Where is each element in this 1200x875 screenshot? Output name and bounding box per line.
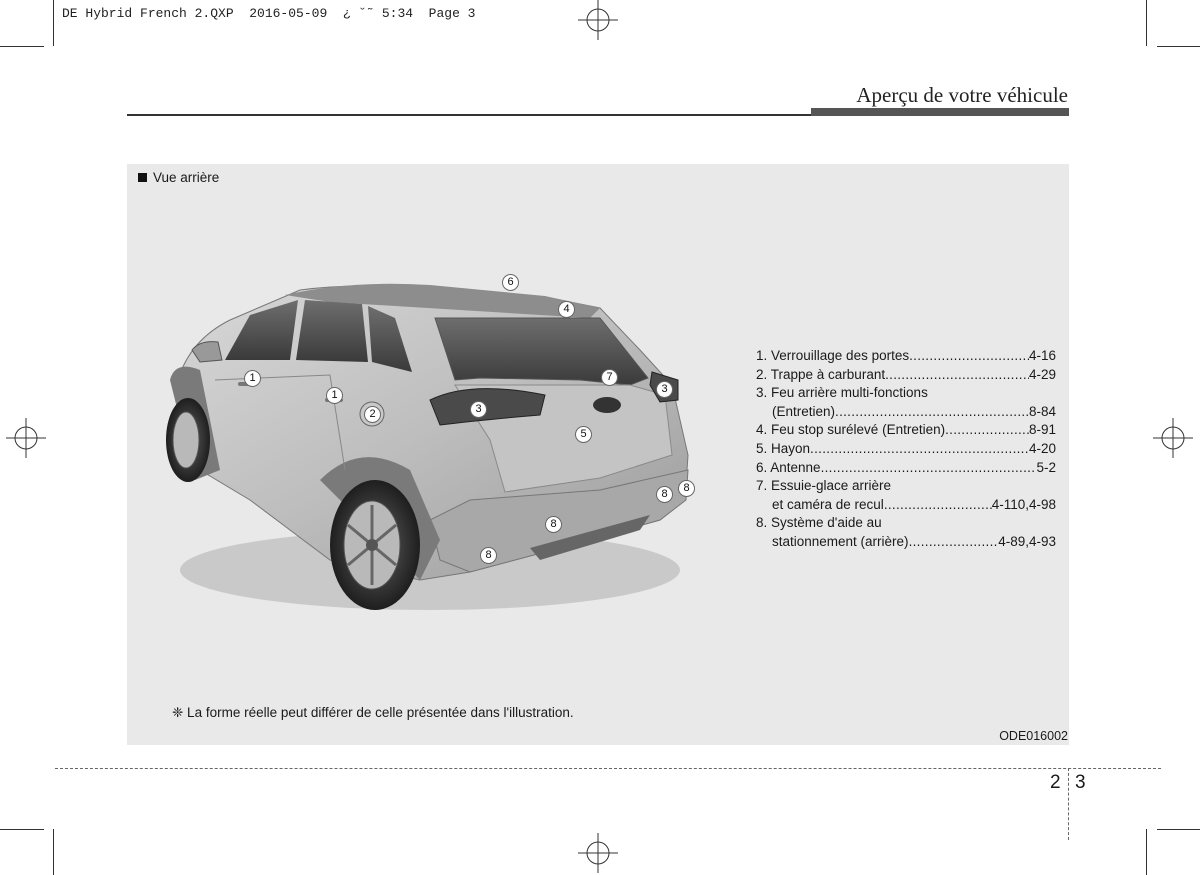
- callout-parking-sensor-2: 8: [678, 480, 695, 497]
- legend-item: 6. Antenne ..... 5-2: [756, 459, 1056, 478]
- chapter-number: 2: [1050, 772, 1061, 793]
- page-title: Aperçu de votre véhicule: [856, 83, 1068, 107]
- legend-item: 5. Hayon ..... 4-20: [756, 440, 1056, 459]
- callout-tail-light-left: 3: [470, 401, 487, 418]
- callout-door-lock-rear: 1: [326, 387, 343, 404]
- image-code: ODE016002: [999, 729, 1068, 743]
- callout-tailgate: 5: [575, 426, 592, 443]
- header-rule: [127, 114, 811, 116]
- footer-rule: [55, 768, 1161, 769]
- legend-item: 7. Essuie-glace arrière: [756, 478, 892, 494]
- page-ref: 4-29: [1028, 366, 1056, 382]
- section-heading: [138, 170, 219, 185]
- callout-parking-sensor-1: 8: [656, 486, 673, 503]
- component-legend: [756, 347, 1056, 552]
- section-heading-text: Vue arrière: [153, 170, 220, 185]
- page-ref: 8-84: [1028, 403, 1056, 419]
- page-ref: 8-91: [1028, 422, 1056, 438]
- legend-item: 4. Feu stop surélevé (Entretien) ..... 8-91: [756, 421, 1056, 440]
- page-ref: 4-16: [1028, 348, 1056, 363]
- legend-item-continued: et caméra de recul ..... 4-110,4-98: [756, 496, 1056, 515]
- callout-parking-sensor-3: 8: [545, 516, 562, 533]
- page-number: 3: [1075, 772, 1086, 793]
- callout-high-stop-lamp: 4: [558, 301, 575, 318]
- callout-door-lock-front: 1: [244, 370, 261, 387]
- callout-wiper-camera: 7: [601, 369, 618, 386]
- legend-item-continued: stationnement (arrière) ..... 4-89,4-93: [756, 533, 1056, 552]
- page-ref: 4-20: [1028, 440, 1056, 456]
- illustration-note: ❈ La forme réelle peut différer de celle présentée dans l'illustration.: [172, 705, 574, 720]
- page-ref: 5-2: [1036, 459, 1056, 475]
- callout-parking-sensor-4: 8: [480, 547, 497, 564]
- callout-tail-light-right: 3: [656, 381, 673, 398]
- legend-item-continued: (Entretien) ..... 8-84: [756, 403, 1056, 422]
- legend-item: 3. Feu arrière multi-fonctions: [756, 385, 928, 401]
- legend-item: 1. Verrouillage des portes ..... 4-16: [756, 347, 1056, 366]
- callout-fuel-door: 2: [364, 406, 381, 423]
- print-slug: DE Hybrid French 2.QXP 2016-05-09 ¿ ˘˜ 5:34 Page 3: [62, 6, 476, 21]
- page-number-divider: [1068, 768, 1069, 840]
- callout-antenna: 6: [502, 274, 519, 291]
- legend-item: 8. Système d'aide au: [756, 515, 882, 531]
- page-ref: 4-89,4-93: [998, 533, 1056, 549]
- square-bullet-icon: [138, 173, 147, 182]
- car-rear-view-illustration: [160, 270, 700, 630]
- page-ref: 4-110,4-98: [991, 496, 1056, 512]
- header-rule-accent: [811, 108, 1069, 116]
- legend-item: 2. Trappe à carburant ..... 4-29: [756, 366, 1056, 385]
